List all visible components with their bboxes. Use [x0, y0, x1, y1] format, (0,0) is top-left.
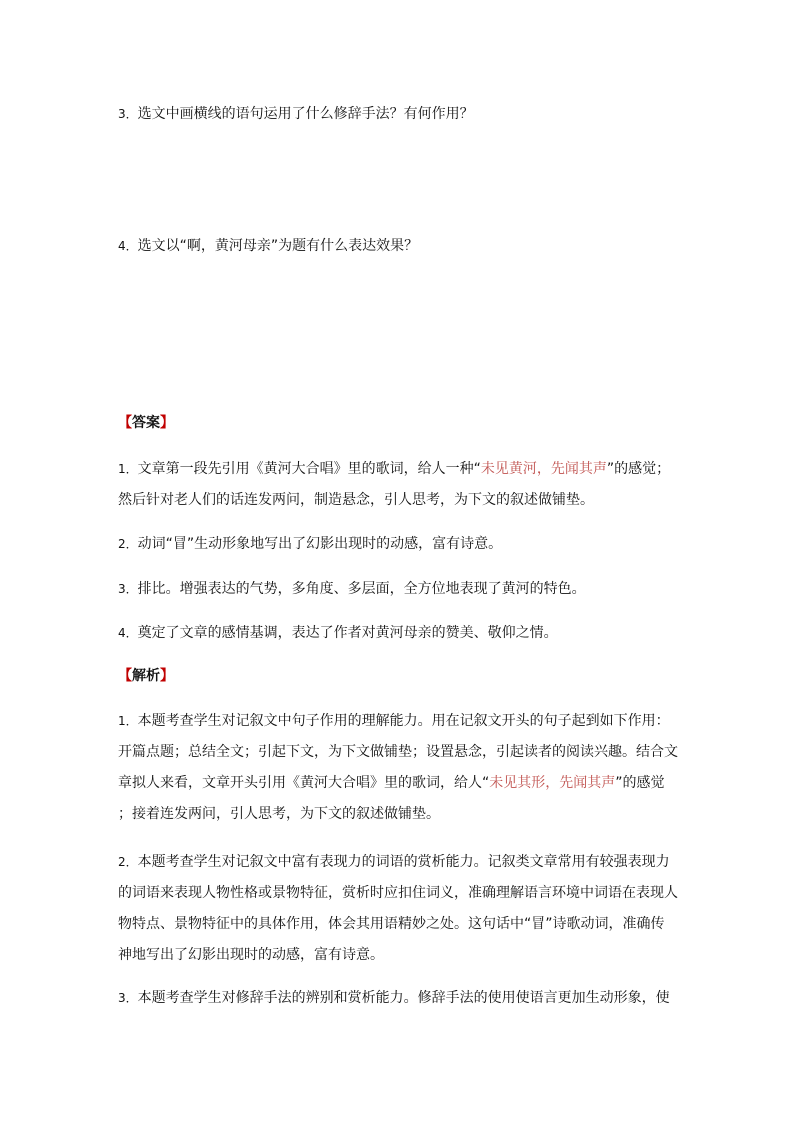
analysis-2-line-3: 物特点、景物特征中的具体作用，体会其用语精妙之处。这句话中“冒”诗歌动词，准确传 [118, 916, 665, 932]
answer-number: 1． [118, 462, 138, 476]
analysis-text: 本题考查学生对修辞手法的辨别和赏析能力。修辞手法的使用使语言更加生动形象，使 [137, 990, 670, 1006]
question-number: 4． [118, 239, 138, 253]
analysis-text: ”的感觉 [615, 775, 665, 791]
answer-text: 动词“冒”生动形象地写出了幻影出现时的动感，富有诗意。 [137, 536, 503, 552]
bracket-open: 【 [118, 668, 132, 684]
analysis-1 [118, 706, 678, 830]
bracket-close: 】 [160, 668, 174, 684]
highlighted-quote: 未见其形，先闻其声 [489, 775, 616, 791]
answer-1-line-1 [118, 454, 678, 485]
question-text: 选文以“啊，黄河母亲”为题有什么表达效果？ [137, 238, 419, 254]
analysis-2-line-1 [118, 847, 678, 878]
question-text: 选文中画横线的语句运用了什么修辞手法？有何作用？ [137, 106, 474, 122]
analysis-heading-text: 解析 [132, 668, 160, 684]
answer-text: ”的感觉； [606, 461, 671, 477]
analysis-3-line-1 [118, 983, 678, 1014]
answer-2 [118, 529, 678, 560]
answer-number: 3． [118, 582, 138, 596]
analysis-heading [118, 666, 678, 686]
answer-heading-text: 答案 [132, 415, 160, 431]
analysis-2-line-2: 的词语来表现人物性格或景物特征，赏析时应扣住词义，准确理解语言环境中词语在表现人 [118, 885, 678, 901]
bracket-open: 【 [118, 415, 132, 431]
answer-1 [118, 454, 678, 516]
analysis-3 [118, 983, 678, 1014]
highlighted-quote: 未见黄河，先闻其声 [480, 461, 607, 477]
answer-3 [118, 574, 678, 605]
analysis-2-line-4: 神地写出了幻影出现时的动感，富有诗意。 [118, 947, 384, 963]
analysis-text: 本题考查学生对记叙文中句子作用的理解能力。用在记叙文开头的句子起到如下作用： [137, 713, 670, 729]
analysis-2 [118, 847, 678, 971]
analysis-number: 1． [118, 714, 138, 728]
answer-4 [118, 618, 678, 649]
analysis-1-line-3 [118, 768, 678, 799]
answer-heading [118, 413, 678, 433]
analysis-number: 2． [118, 855, 138, 869]
answer-text: 排比。增强表达的气势，多角度、多层面，全方位地表现了黄河的特色。 [137, 581, 586, 597]
answer-1-line-2: 然后针对老人们的话连发两问，制造悬念，引人思考，为下文的叙述做铺垫。 [118, 492, 594, 508]
question-4 [118, 236, 678, 256]
answer-number: 2． [118, 537, 138, 551]
question-number: 3． [118, 107, 138, 121]
question-3 [118, 104, 678, 124]
answer-number: 4． [118, 626, 138, 640]
analysis-1-line-2: 开篇点题；总结全文；引起下文，为下文做铺垫；设置悬念，引起读者的阅读兴趣。结合文 [118, 744, 678, 760]
analysis-1-line-4: ；接着连发两问，引人思考，为下文的叙述做铺垫。 [118, 806, 440, 822]
analysis-number: 3． [118, 991, 138, 1005]
answer-text: 奠定了文章的感情基调，表达了作者对黄河母亲的赞美、敬仰之情。 [137, 625, 558, 641]
analysis-text: 本题考查学生对记叙文中富有表现力的词语的赏析能力。记叙类文章常用有较强表现力 [137, 854, 670, 870]
answer-text: 文章第一段先引用《黄河大合唱》里的歌词，给人一种“ [137, 461, 481, 477]
analysis-text: 章拟人来看，文章开头引用《黄河大合唱》里的歌词，给人“ [118, 775, 490, 791]
analysis-1-line-1 [118, 706, 678, 737]
bracket-close: 】 [160, 415, 174, 431]
